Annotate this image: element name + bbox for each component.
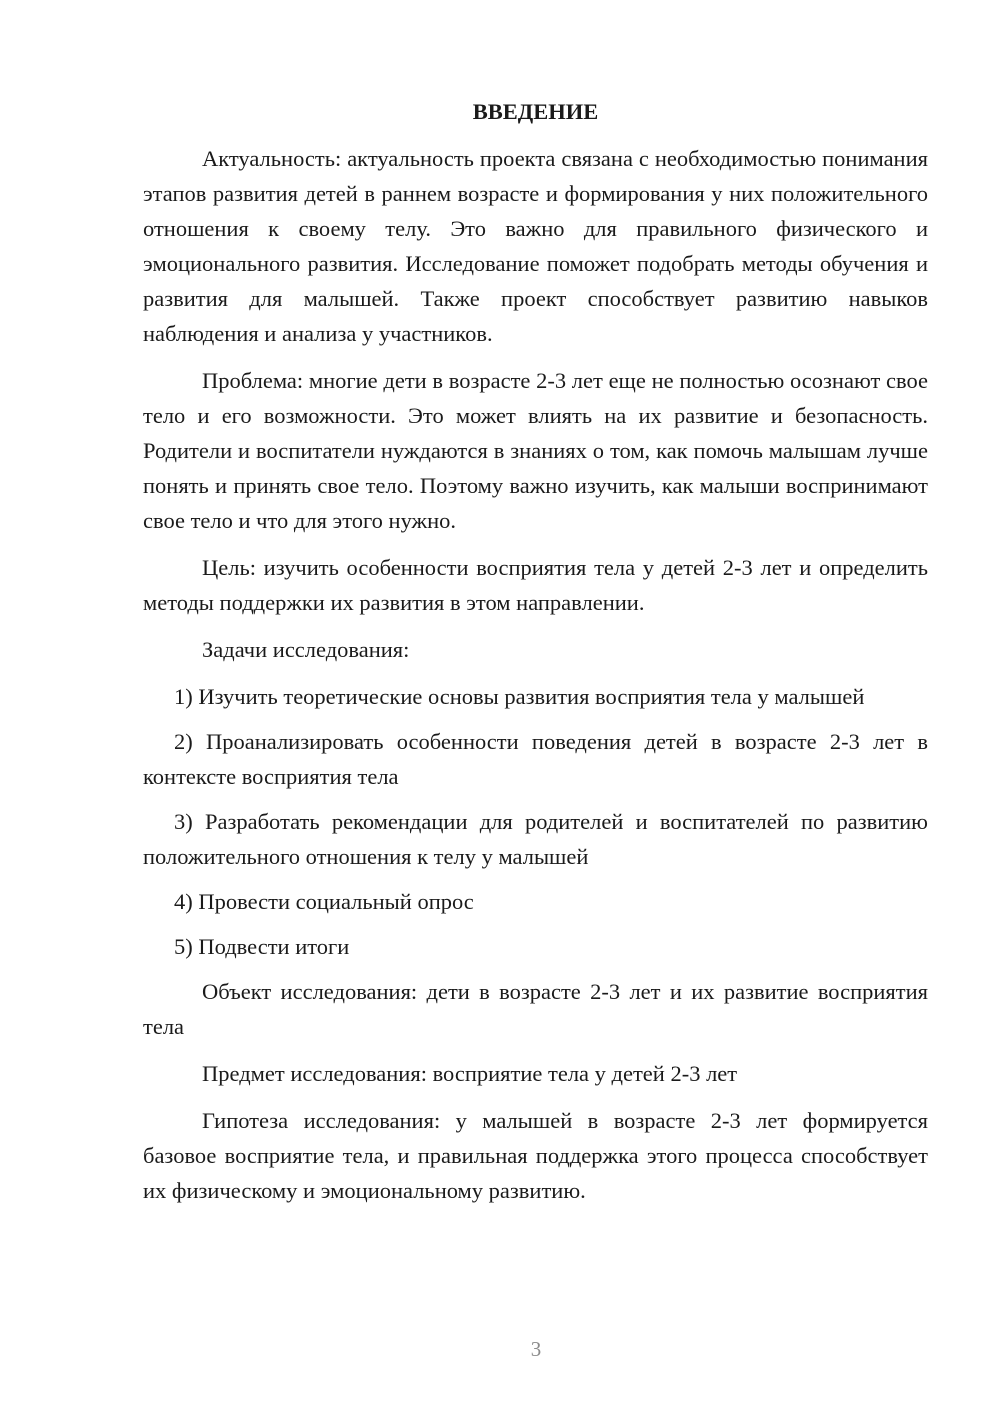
page-title: ВВЕДЕНИЕ [472, 99, 599, 124]
relevance-paragraph: Актуальность: актуальность проекта связана с необходимостью понимания этапов развития детей в раннем возрасте и формирования у них положительного отношения к своему телу. Это важно для правильного физического и эмоционального развития. Исследование поможет подобрать методы обучения и развития для малышей. Также проект способствует развитию навыков наблюдения и анализа у участников. [143, 146, 928, 346]
object-paragraph: Объект исследования: дети в возрасте 2-3 лет и их развитие восприятия тела [143, 979, 928, 1039]
task-item-4: 4) Провести социальный опрос [174, 889, 474, 914]
task-item-3: 3) Разработать рекомендации для родителей и воспитателей по развитию положительного отношения к телу у малышей [143, 809, 928, 869]
page-number: 3 [530, 1337, 542, 1361]
subject-paragraph: Предмет исследования: восприятие тела у детей 2-3 лет [202, 1061, 738, 1086]
problem-paragraph: Проблема: многие дети в возрасте 2-3 лет еще не полностью осознают свое тело и его возможности. Это может влиять на их развитие и безопасность. Родители и воспитатели нуждаются в знаниях о том, как помочь малышам лучше понять и принять свое тело. Поэтому важно изучить, как малыши воспринимают свое тело и что для этого нужно. [143, 368, 928, 533]
task-item-5: 5) Подвести итоги [174, 934, 350, 959]
hypothesis-paragraph: Гипотеза исследования: у малышей в возрасте 2-3 лет формируется базовое восприятие тела, и правильная поддержка этого процесса способствует их физическому и эмоциональному развитию. [143, 1108, 928, 1203]
task-item-2: 2) Проанализировать особенности поведения детей в возрасте 2-3 лет в контексте восприятия тела [143, 729, 928, 789]
goal-paragraph: Цель: изучить особенности восприятия тела у детей 2-3 лет и определить методы поддержки их развития в этом направлении. [143, 555, 928, 615]
task-item-1: 1) Изучить теоретические основы развития восприятия тела у малышей [174, 684, 865, 709]
tasks-heading: Задачи исследования: [202, 637, 410, 662]
